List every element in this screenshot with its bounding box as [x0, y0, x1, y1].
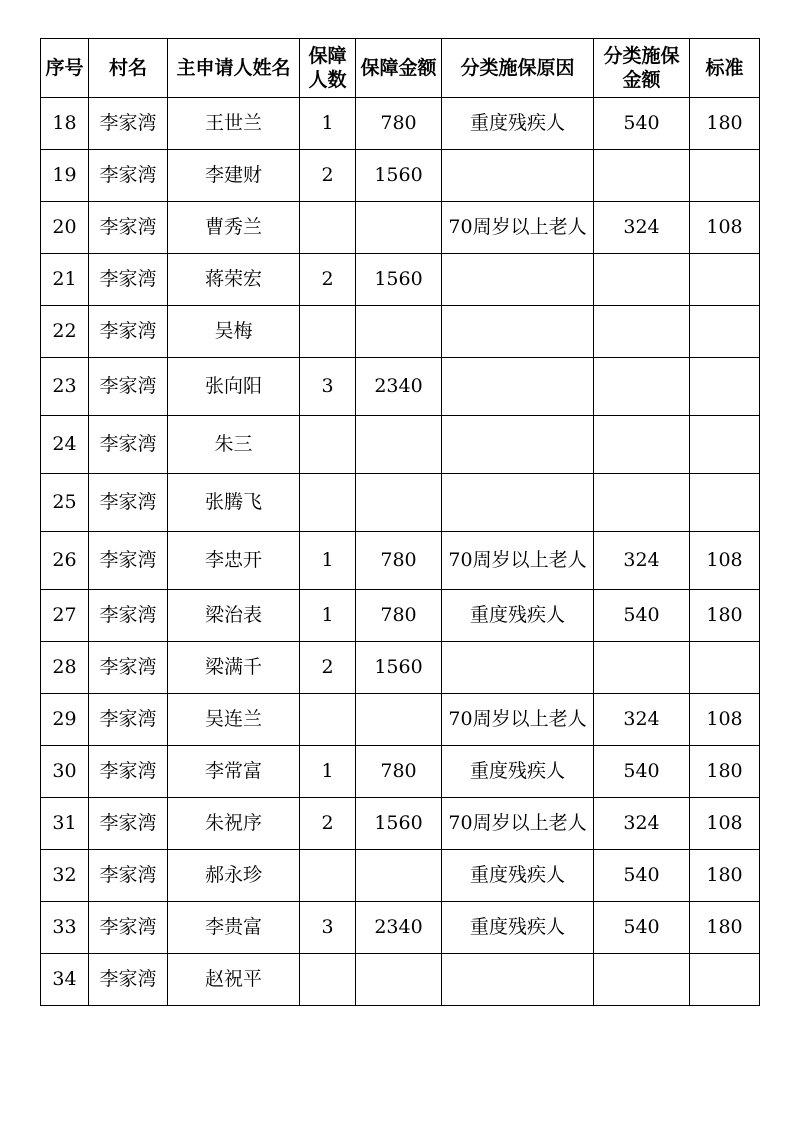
table-row	[41, 590, 760, 642]
cell-seq: 23	[41, 358, 89, 416]
cell-seq: 21	[41, 254, 89, 306]
cell-count: 2	[300, 642, 356, 694]
cell-amount: 780	[356, 746, 442, 798]
table-row	[41, 306, 760, 358]
cell-standard	[690, 358, 760, 416]
cell-village: 李家湾	[89, 902, 168, 954]
cell-class-amount: 324	[594, 532, 690, 590]
subsidy-table	[40, 38, 760, 1006]
cell-reason: 70周岁以上老人	[442, 798, 594, 850]
cell-applicant: 张向阳	[168, 358, 300, 416]
cell-applicant: 李贵富	[168, 902, 300, 954]
cell-reason	[442, 306, 594, 358]
cell-class-amount	[594, 954, 690, 1006]
cell-amount	[356, 416, 442, 474]
cell-count: 1	[300, 98, 356, 150]
cell-reason	[442, 358, 594, 416]
cell-applicant: 曹秀兰	[168, 202, 300, 254]
cell-village: 李家湾	[89, 694, 168, 746]
cell-seq: 31	[41, 798, 89, 850]
cell-class-amount	[594, 254, 690, 306]
table-row	[41, 902, 760, 954]
cell-standard: 180	[690, 98, 760, 150]
cell-count	[300, 416, 356, 474]
cell-village: 李家湾	[89, 202, 168, 254]
cell-reason: 70周岁以上老人	[442, 694, 594, 746]
table-row	[41, 746, 760, 798]
cell-class-amount: 540	[594, 902, 690, 954]
cell-class-amount: 324	[594, 798, 690, 850]
cell-applicant: 张腾飞	[168, 474, 300, 532]
cell-amount: 780	[356, 532, 442, 590]
cell-amount: 2340	[356, 358, 442, 416]
cell-applicant: 朱祝序	[168, 798, 300, 850]
cell-count: 2	[300, 254, 356, 306]
cell-seq: 20	[41, 202, 89, 254]
table-row	[41, 416, 760, 474]
cell-standard	[690, 954, 760, 1006]
cell-seq: 32	[41, 850, 89, 902]
header-class-amount: 分类施保金额	[594, 39, 690, 98]
header-reason: 分类施保原因	[442, 39, 594, 98]
cell-count	[300, 954, 356, 1006]
cell-standard	[690, 416, 760, 474]
cell-amount: 780	[356, 590, 442, 642]
cell-standard	[690, 254, 760, 306]
cell-reason: 70周岁以上老人	[442, 532, 594, 590]
cell-village: 李家湾	[89, 746, 168, 798]
cell-amount	[356, 306, 442, 358]
cell-class-amount	[594, 358, 690, 416]
cell-village: 李家湾	[89, 850, 168, 902]
header-amount: 保障金额	[356, 39, 442, 98]
cell-count	[300, 694, 356, 746]
cell-count	[300, 474, 356, 532]
cell-amount	[356, 474, 442, 532]
table-row	[41, 98, 760, 150]
cell-count	[300, 202, 356, 254]
cell-applicant: 梁满千	[168, 642, 300, 694]
table-row	[41, 694, 760, 746]
table-row	[41, 850, 760, 902]
cell-count	[300, 850, 356, 902]
cell-village: 李家湾	[89, 474, 168, 532]
cell-standard: 108	[690, 202, 760, 254]
cell-applicant: 李忠开	[168, 532, 300, 590]
cell-applicant: 李常富	[168, 746, 300, 798]
cell-count	[300, 306, 356, 358]
cell-class-amount	[594, 474, 690, 532]
cell-reason: 重度残疾人	[442, 850, 594, 902]
table-row	[41, 954, 760, 1006]
table-body	[41, 98, 760, 1006]
cell-amount: 780	[356, 98, 442, 150]
cell-applicant: 李建财	[168, 150, 300, 202]
cell-village: 李家湾	[89, 590, 168, 642]
cell-reason	[442, 474, 594, 532]
cell-amount	[356, 202, 442, 254]
cell-seq: 22	[41, 306, 89, 358]
header-seq: 序号	[41, 39, 89, 98]
cell-reason: 重度残疾人	[442, 98, 594, 150]
cell-seq: 30	[41, 746, 89, 798]
cell-seq: 27	[41, 590, 89, 642]
cell-seq: 25	[41, 474, 89, 532]
cell-village: 李家湾	[89, 358, 168, 416]
cell-standard	[690, 474, 760, 532]
cell-village: 李家湾	[89, 642, 168, 694]
cell-count: 1	[300, 532, 356, 590]
cell-class-amount: 540	[594, 746, 690, 798]
table-row	[41, 532, 760, 590]
cell-standard: 180	[690, 590, 760, 642]
cell-reason: 重度残疾人	[442, 902, 594, 954]
header-count: 保障人数	[300, 39, 356, 98]
cell-class-amount: 540	[594, 590, 690, 642]
cell-reason	[442, 954, 594, 1006]
cell-seq: 24	[41, 416, 89, 474]
cell-applicant: 朱三	[168, 416, 300, 474]
cell-count: 1	[300, 590, 356, 642]
header-village: 村名	[89, 39, 168, 98]
cell-count: 2	[300, 150, 356, 202]
cell-standard: 180	[690, 850, 760, 902]
cell-standard	[690, 306, 760, 358]
cell-count: 1	[300, 746, 356, 798]
table-row	[41, 202, 760, 254]
cell-reason	[442, 642, 594, 694]
cell-class-amount: 540	[594, 850, 690, 902]
cell-amount	[356, 694, 442, 746]
cell-village: 李家湾	[89, 98, 168, 150]
cell-count: 3	[300, 902, 356, 954]
cell-seq: 29	[41, 694, 89, 746]
cell-village: 李家湾	[89, 306, 168, 358]
header-row	[41, 39, 760, 98]
cell-village: 李家湾	[89, 150, 168, 202]
cell-seq: 18	[41, 98, 89, 150]
cell-applicant: 吴梅	[168, 306, 300, 358]
cell-amount: 1560	[356, 798, 442, 850]
cell-applicant: 赵祝平	[168, 954, 300, 1006]
cell-applicant: 蒋荣宏	[168, 254, 300, 306]
cell-class-amount	[594, 150, 690, 202]
table-row	[41, 642, 760, 694]
cell-standard	[690, 150, 760, 202]
cell-reason	[442, 416, 594, 474]
cell-class-amount: 540	[594, 98, 690, 150]
cell-count: 2	[300, 798, 356, 850]
cell-amount	[356, 850, 442, 902]
cell-class-amount	[594, 642, 690, 694]
cell-village: 李家湾	[89, 416, 168, 474]
header-standard: 标准	[690, 39, 760, 98]
cell-standard: 108	[690, 694, 760, 746]
cell-amount	[356, 954, 442, 1006]
cell-reason: 重度残疾人	[442, 746, 594, 798]
cell-class-amount	[594, 306, 690, 358]
cell-amount: 1560	[356, 254, 442, 306]
cell-standard: 180	[690, 902, 760, 954]
cell-class-amount	[594, 416, 690, 474]
cell-reason	[442, 254, 594, 306]
table-row	[41, 254, 760, 306]
cell-seq: 34	[41, 954, 89, 1006]
table-row	[41, 798, 760, 850]
cell-seq: 26	[41, 532, 89, 590]
table-row	[41, 150, 760, 202]
cell-seq: 19	[41, 150, 89, 202]
cell-standard: 180	[690, 746, 760, 798]
cell-applicant: 梁治表	[168, 590, 300, 642]
table-row	[41, 474, 760, 532]
cell-standard: 108	[690, 798, 760, 850]
cell-village: 李家湾	[89, 798, 168, 850]
header-applicant: 主申请人姓名	[168, 39, 300, 98]
cell-standard	[690, 642, 760, 694]
cell-applicant: 吴连兰	[168, 694, 300, 746]
cell-count: 3	[300, 358, 356, 416]
cell-reason	[442, 150, 594, 202]
cell-reason: 70周岁以上老人	[442, 202, 594, 254]
cell-applicant: 郝永珍	[168, 850, 300, 902]
cell-village: 李家湾	[89, 954, 168, 1006]
cell-amount: 2340	[356, 902, 442, 954]
table-row	[41, 358, 760, 416]
cell-village: 李家湾	[89, 254, 168, 306]
cell-seq: 28	[41, 642, 89, 694]
cell-seq: 33	[41, 902, 89, 954]
cell-class-amount: 324	[594, 694, 690, 746]
cell-class-amount: 324	[594, 202, 690, 254]
cell-amount: 1560	[356, 642, 442, 694]
cell-applicant: 王世兰	[168, 98, 300, 150]
cell-village: 李家湾	[89, 532, 168, 590]
cell-amount: 1560	[356, 150, 442, 202]
cell-reason: 重度残疾人	[442, 590, 594, 642]
cell-standard: 108	[690, 532, 760, 590]
